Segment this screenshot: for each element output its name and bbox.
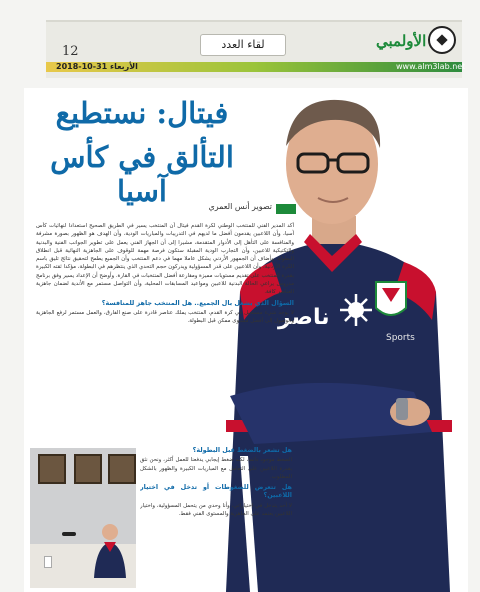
shirt-sponsor-text: ناصر [278,305,330,330]
headline-line-2: التألق في كأس آسيا [50,140,234,208]
question-heading: هل تشعر بالضغط قبل البطولة؟ [192,446,292,454]
question-heading: السؤال الذي يشغل بال الجميع.. هل المنتخب جاهز للمنافسة؟ [101,298,294,307]
football-icon [428,26,456,54]
press-conference-photo [30,448,136,588]
credit-badge [276,204,296,214]
wall-portrait-left [38,454,66,484]
site-url: www.alm3lab.net [396,62,466,71]
page-number: 12 [62,44,79,59]
article-body-intro [36,222,294,442]
shirt-brand-text: Sports [386,333,415,343]
intro-paragraph: أكد المدير الفني للمنتخب الوطني لكرة القدم فيتال أن المنتخب يسير في الطريق الصحيح استعدادا لنهائيات كأس آسيا، وأن اللاعبين يقدمون أفضل ما لديهم في التدريبات والمباريات الودية، وأن الهدف هو الظهور بصورة مشرفة والمنافسة على التأهل إلى الأدوار المتقدمة، مشيرا إلى أن الجهاز الفني يعمل على تطوير الجوانب الفنية والبدنية والتكتيكية للاعبين، وأن التجارب الودية المقبلة ستكون فرصة مهمة للوقوف على الجاهزية النهائية قبل انطلاق البطولة. وأضاف أن الجمهور الأردني يشكل عاملا مهما في دعم المنتخب وأن الجميع يطمح لتحقيق نتائج تليق باسم الكرة الأردنية، وأن اللاعبين على قدر المسؤولية ويدركون حجم التحدي الذي ينتظرهم في البطولة، مؤكدا ثقته الكبيرة بقدرة المنتخب على تقديم مستويات مميزة ومقارعة أفضل المنتخبات في القارة. وأوضح أن الإعداد يسير وفق برنامج مدروس يراعي الحالة البدنية للاعبين ومواعيد المسابقات المحلية، وأن التواصل مستمر مع الأندية لضمان جاهزية العناصر كافة. [36,223,294,296]
cup-icon [44,556,52,568]
seated-coach-figure [90,522,130,578]
issue-date: الأربعاء 31-10-2018 [56,62,138,71]
photo-credit [196,202,296,216]
section-title: لقاء العدد [200,34,286,56]
question-heading: هل تتعرض للضغوطات أو تدخل في اختيار اللاعبين؟ [140,482,292,500]
logo-text: الأولمبي [376,32,427,50]
magazine-logo [376,24,458,60]
answer-paragraph: لا يوجد شيء مستحيل في كرة القدم، المنتخب يملك عناصر قادرة على صنع الفارق، والعمل مستمر لرفع الجاهزية والوصول إلى أفضل مستوى ممكن قبل البطولة. [36,310,294,325]
answer-paragraph: الضغط موجود دائما، لكنه ضغط إيجابي يدفعنا للعمل أكثر، ونحن نثق بقدرة اللاعبين على التعامل مع المباريات الكبيرة والظهور بالشكل المطلوب. [140,457,292,480]
article-body-lower [140,444,292,592]
answer-paragraph: لا أحد يتدخل في اختياراتي، وأنا وحدي من يتحمل المسؤولية، واختيار اللاعبين يعتمد على الجاهزية والمستوى الفني فقط. [140,502,292,517]
wall-portrait-middle [74,454,102,484]
wall-portrait-right [108,454,136,484]
photo-credit-text: تصوير أنس العمري [208,202,272,211]
wristwatch-icon [396,398,408,420]
headline-line-1: فيتال: نستطيع [55,96,229,130]
microphone-icon [62,532,76,536]
